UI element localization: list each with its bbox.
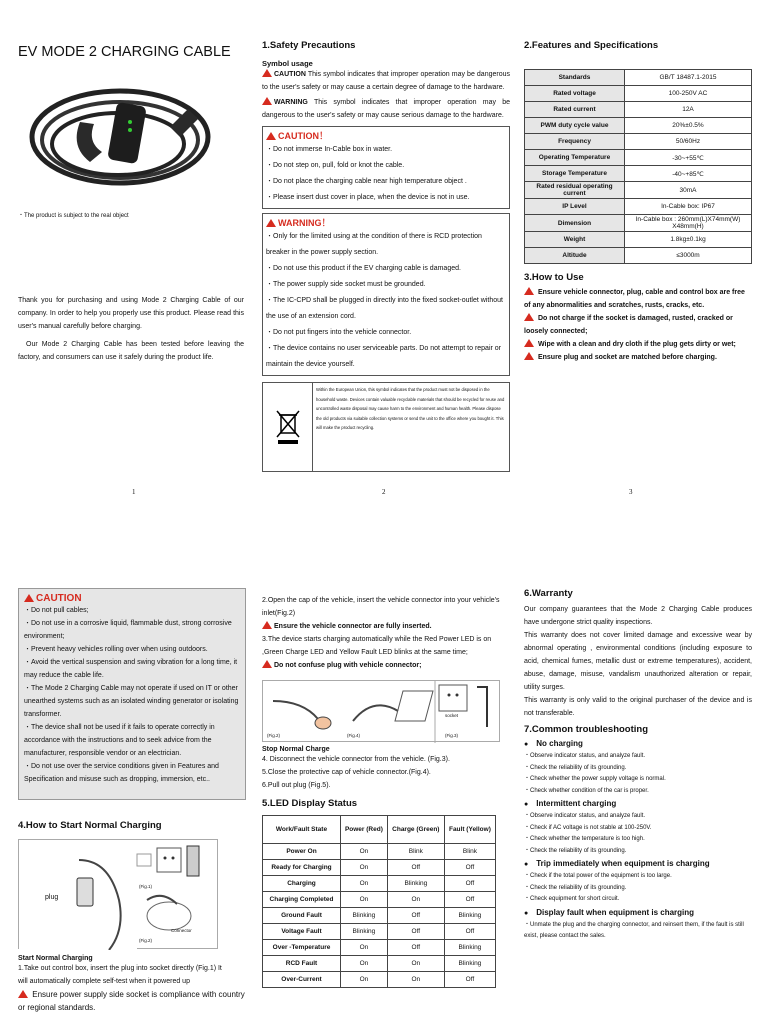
led-header: Charge (Green) <box>387 816 444 844</box>
led-row <box>263 940 496 956</box>
led-value: On <box>341 956 388 972</box>
led-state: Charging Completed <box>263 892 341 908</box>
section-heading: 5.LED Display Status <box>262 798 358 809</box>
spec-label: PWM duty cycle value <box>525 118 625 134</box>
section-heading: 3.How to Use <box>524 272 584 283</box>
trouble-item: ・Check the reliability of its grounding. <box>524 847 627 854</box>
led-value: Off <box>444 876 495 892</box>
warning-item: ・The IC-CPD shall be plugged in directly into the fixed socket-outlet without the use of an extension cord. <box>266 297 503 320</box>
warning-item: ・Do not use this product if the EV charging cable is damaged. <box>266 265 461 272</box>
caution-item: ・Do not use over the service conditions given in Features and Specification and misuse such as dropping, immersion, etc.. <box>24 763 219 783</box>
spec-value: -40~+85℃ <box>625 166 752 182</box>
symbol-usage-label: Symbol usage <box>262 59 313 68</box>
fig4-label: (Fig.4) <box>347 733 361 738</box>
warning-item: ・The power supply side socket must be grounded. <box>266 281 426 288</box>
spec-row <box>525 248 752 264</box>
spec-row <box>525 215 752 232</box>
trouble-item: ・Unmate the plug and the charging connector, and reinsert them, if the fault is still exist, please contact the sales. <box>524 921 744 939</box>
led-value: Off <box>387 924 444 940</box>
caution-item: ・Do not step on, pull, fold or knot the cable. <box>266 162 405 169</box>
ensure-inserted: Ensure the vehicle connector are fully inserted. <box>262 620 510 633</box>
led-value: Blinking <box>387 876 444 892</box>
warning-definition: WARNING This symbol indicates that improper operation may be dangerous to the user's safety or may cause serious damage to the hardware. <box>262 99 510 119</box>
led-value: Blinking <box>444 908 495 924</box>
fig2-label: (Fig.2) <box>267 733 281 738</box>
spec-row <box>525 134 752 150</box>
page-number: 1 <box>132 488 136 496</box>
spec-value: 1.8kg±0.1kg <box>625 232 752 248</box>
spec-label: Dimension <box>525 215 625 232</box>
spec-label: Altitude <box>525 248 625 264</box>
warranty-paragraph: This warranty is only valid to the original purchaser of the device and is not transferable. <box>524 697 752 717</box>
led-value: Off <box>387 908 444 924</box>
spec-value: 12A <box>625 102 752 118</box>
spec-label: Storage Temperature <box>525 166 625 182</box>
page-2 <box>262 40 510 500</box>
led-value: Blinking <box>341 924 388 940</box>
step-2: 2.Open the cap of the vehicle, insert the vehicle connector into your vehicle's inlet(Fig.2) <box>262 597 500 617</box>
led-row <box>263 844 496 860</box>
weee-text: Within the European Union, this symbol indicates that the product must not be disposed in the household waste. Devices contain valuable recyclable materials that should be recycled for reuse and uncontrolled waste disposal may cause harm to the environment and human health. Please dispose the old products via suitable collection systems or send the unit to the office where you bought it. This will make the product recycling. <box>316 387 505 430</box>
page-6 <box>524 588 752 1018</box>
section-heading: 6.Warranty <box>524 588 573 599</box>
spec-label: Weight <box>525 232 625 248</box>
trouble-group-title: ● No charging <box>524 737 752 751</box>
stop-step: 5.Close the protective cap of vehicle connector.(Fig.4). <box>262 769 431 776</box>
led-header: Fault (Yellow) <box>444 816 495 844</box>
led-value: Off <box>444 892 495 908</box>
trouble-item: ・Observe indicator status, and analyze fault. <box>524 813 646 819</box>
spec-row <box>525 199 752 215</box>
intro-paragraph-2: Our Mode 2 Charging Cable has been tested before leaving the factory, and consumers can use it safely during the product life. <box>18 341 244 361</box>
caution-icon <box>262 69 272 77</box>
intro-paragraph: Thank you for purchasing and using Mode 2 Charging Cable of our company. In order to help you properly use this product. Please read this user's manual carefully before charging. <box>18 297 244 330</box>
figure-1-2 <box>18 839 218 949</box>
led-row <box>263 972 496 988</box>
trouble-item: ・Check the reliability of its grounding. <box>524 884 627 891</box>
socket-label: socket <box>445 713 459 718</box>
figure-2-3-4 <box>262 680 500 742</box>
caution-definition: CAUTION This symbol indicates that improper operation may be dangerous to the user's safety or may cause a certain degree of damage to the hardware. <box>262 71 510 91</box>
led-value: On <box>387 892 444 908</box>
led-row <box>263 956 496 972</box>
spec-value: In-Cable box : 260mm(L)X74mm(W) X48mm(H) <box>625 215 752 232</box>
no-confuse-warning: Do not confuse plug with vehicle connector; <box>262 659 510 672</box>
spec-row <box>525 166 752 182</box>
section-heading: 1.Safety Precautions <box>262 40 356 51</box>
led-value: On <box>387 972 444 988</box>
caution-icon <box>524 287 534 295</box>
trouble-item: ・Observe indicator status, and analyze fault. <box>524 753 646 759</box>
how-item: Ensure plug and socket are matched before charging. <box>524 351 752 364</box>
stop-step: 6.Pull out plug (Fig.5). <box>262 782 331 789</box>
caution-icon <box>524 313 534 321</box>
led-value: On <box>341 940 388 956</box>
led-value: Off <box>387 860 444 876</box>
caution-icon <box>266 132 276 140</box>
fig3-label: (Fig.3) <box>445 733 459 738</box>
warning-item: ・Do not put fingers into the vehicle connector. <box>266 329 412 336</box>
caution-item: ・Do not use in a corrosive liquid, flammable dust, strong corrosive environment; <box>24 620 232 640</box>
caution-item: ・Do not place the charging cable near high temperature object . <box>266 178 467 185</box>
spec-value: -30~+55℃ <box>625 150 752 166</box>
ensure-socket: Ensure power supply side socket is compliance with country or regional standards. <box>18 990 245 1012</box>
spec-row <box>525 102 752 118</box>
spec-value: GB/T 18487.1-2015 <box>625 70 752 86</box>
spec-value: 50/60Hz <box>625 134 752 150</box>
led-row <box>263 876 496 892</box>
specifications-table <box>524 69 752 264</box>
trouble-group-title: ● Display fault when equipment is charging <box>524 906 752 920</box>
product-note: ・The product is subject to the real object <box>18 213 129 219</box>
led-state: Ready for Charging <box>263 860 341 876</box>
caution-item: ・Avoid the vertical suspension and swing vibration for a long time, it may reduce the cable life. <box>24 659 238 679</box>
led-state: Power On <box>263 844 341 860</box>
led-value: Blinking <box>341 908 388 924</box>
led-value: Off <box>444 860 495 876</box>
caution-item: ・Prevent heavy vehicles rolling over when using outdoors. <box>24 646 208 653</box>
weee-bin-icon <box>263 383 313 471</box>
trouble-item: ・Check the reliability of its grounding. <box>524 764 627 771</box>
page-number: 2 <box>382 488 386 496</box>
spec-row <box>525 70 752 86</box>
spec-value: In-Cable box: IP67 <box>625 199 752 215</box>
caution-icon <box>24 594 34 602</box>
section-heading: 7.Common troubleshooting <box>524 724 649 735</box>
led-value: Blink <box>444 844 495 860</box>
spec-row <box>525 86 752 102</box>
start-normal-charging: Start Normal Charging <box>18 955 93 962</box>
stop-step: 4. Disconnect the vehicle connector from the vehicle. (Fig.3). <box>262 756 450 763</box>
caution-item: ・Please insert dust cover in place, when the device is not in use. <box>266 194 470 201</box>
led-row <box>263 924 496 940</box>
trouble-item: ・Check whether condition of the car is proper. <box>524 787 649 794</box>
section-heading: 2.Features and Specifications <box>524 40 659 51</box>
led-state: Over -Temperature <box>263 940 341 956</box>
led-state: Over-Current <box>263 972 341 988</box>
charging-cable-image <box>20 72 230 202</box>
spec-row <box>525 182 752 199</box>
spec-label: Rated residual operating current <box>525 182 625 199</box>
warning-box-title: WARNING！ <box>278 218 331 228</box>
spec-label: Standards <box>525 70 625 86</box>
caution-icon <box>262 621 272 629</box>
caution-icon <box>524 352 534 360</box>
warning-item: ・Only for the limited using at the condition of there is RCD protection breaker in the power supply section. <box>266 233 482 256</box>
warning-item: ・The device contains no user serviceable parts. Do not attempt to repair or maintain the device yourself. <box>266 345 502 368</box>
plug-label: plug <box>45 894 59 901</box>
troubleshooting-list <box>524 737 752 943</box>
led-state: Ground Fault <box>263 908 341 924</box>
led-value: Off <box>387 940 444 956</box>
led-row <box>263 892 496 908</box>
led-state: Voltage Fault <box>263 924 341 940</box>
spec-label: IP Level <box>525 199 625 215</box>
led-value: On <box>341 860 388 876</box>
step-3: 3.The device starts charging automatically while the Red Power LED is on ,Green Charge LED and Yellow Fault LED blinks at the same time; <box>262 636 492 656</box>
spec-value: ≤3000m <box>625 248 752 264</box>
fig2-label: (Fig.2) <box>139 938 153 943</box>
page-3 <box>524 40 752 500</box>
spec-label: Frequency <box>525 134 625 150</box>
caution-item: ・Do not pull cables; <box>24 607 89 614</box>
led-value: Off <box>444 972 495 988</box>
warranty-paragraph: Our company guarantees that the Mode 2 Charging Cable produces have undergone strict quality inspections. <box>524 606 752 626</box>
caution-title: CAUTION <box>36 593 82 604</box>
caution-icon <box>524 339 534 347</box>
page-1 <box>18 40 246 500</box>
caution-panel <box>18 588 246 800</box>
page-4 <box>18 588 246 1018</box>
trouble-item: ・Check whether the temperature is too high. <box>524 836 645 842</box>
led-value: Blink <box>387 844 444 860</box>
led-state: RCD Fault <box>263 956 341 972</box>
spec-label: Rated current <box>525 102 625 118</box>
caution-icon <box>262 660 272 668</box>
led-row <box>263 908 496 924</box>
warranty-paragraph: This warranty does not cover limited damage and excessive wear by abnormal operating , environmental conditions (including exposure to acid, chemical fumes, metallic dust or extreme temperatures), accident, abuse, damage, misuse, vandalism unauthorized alteration or repair, utility surges. <box>524 632 752 691</box>
led-value: Off <box>444 924 495 940</box>
how-to-use-list <box>524 286 752 364</box>
spec-row <box>525 232 752 248</box>
trouble-item: ・Check if the total power of the equipment is too large. <box>524 873 672 879</box>
led-value: On <box>341 972 388 988</box>
how-item: Ensure vehicle connector, plug, cable and control box are free of any abnormalities and scratches, rusts, cracks, etc. <box>524 289 745 309</box>
trouble-group-title: ● Trip immediately when equipment is charging <box>524 857 752 871</box>
led-value: On <box>341 892 388 908</box>
led-value: On <box>341 844 388 860</box>
stop-heading: Stop Normal Charge <box>262 746 330 753</box>
warning-box <box>262 213 510 376</box>
led-value: Blinking <box>444 940 495 956</box>
led-value: On <box>341 876 388 892</box>
spec-value: 20%±0.5% <box>625 118 752 134</box>
how-item: Do not charge if the socket is damaged, rusted, cracked or loosely connected; <box>524 315 733 335</box>
page-number: 3 <box>629 488 633 496</box>
trouble-item: ・Check if AC voltage is not stable at 100-250V. <box>524 824 652 831</box>
caution-item: ・The device shall not be used if it fails to operate correctly in accordance with the instructions and to seek advice from the manufacturer, responsible vendor or an electrician. <box>24 724 215 757</box>
spec-label: Rated voltage <box>525 86 625 102</box>
caution-box <box>262 126 510 209</box>
led-header: Power (Red) <box>341 816 388 844</box>
connector-illustration <box>263 681 501 743</box>
spec-label: Operating Temperature <box>525 150 625 166</box>
caution-item: ・Do not immerse In-Cable box in water. <box>266 146 393 153</box>
spec-row <box>525 150 752 166</box>
spec-value: 30mA <box>625 182 752 199</box>
page-5 <box>262 594 510 1014</box>
caution-item: ・The Mode 2 Charging Cable may not operate if used on IT or other unearthed systems such as an isolated winding generator or isolating transformer. <box>24 685 239 718</box>
step-1: 1.Take out control box, insert the plug into socket directly (Fig.1) It will automatically complete self-test when it powered up <box>18 965 222 985</box>
spec-row <box>525 118 752 134</box>
fig1-label: (Fig.1) <box>139 884 153 889</box>
document-title: EV MODE 2 CHARGING CABLE <box>18 44 231 60</box>
led-status-table <box>262 815 496 988</box>
trouble-item: ・Check equipment for short circuit. <box>524 896 620 902</box>
caution-icon <box>18 990 28 998</box>
led-value: On <box>387 956 444 972</box>
warning-icon <box>262 97 272 105</box>
led-state: Charging <box>263 876 341 892</box>
led-header: Work/Fault State <box>263 816 341 844</box>
spec-value: 100-250V AC <box>625 86 752 102</box>
trouble-group-title: ● Intermittent charging <box>524 797 752 811</box>
connector-label: Connector <box>171 928 192 933</box>
caution-box-title: CAUTION！ <box>278 131 328 141</box>
section-heading: 4.How to Start Normal Charging <box>18 820 162 831</box>
how-item: Wipe with a clean and dry cloth if the plug gets dirty or wet; <box>524 338 752 351</box>
trouble-item: ・Check whether the power supply voltage is normal. <box>524 776 666 782</box>
led-value: Blinking <box>444 956 495 972</box>
led-row <box>263 860 496 876</box>
warning-icon <box>266 219 276 227</box>
weee-box <box>262 382 510 472</box>
